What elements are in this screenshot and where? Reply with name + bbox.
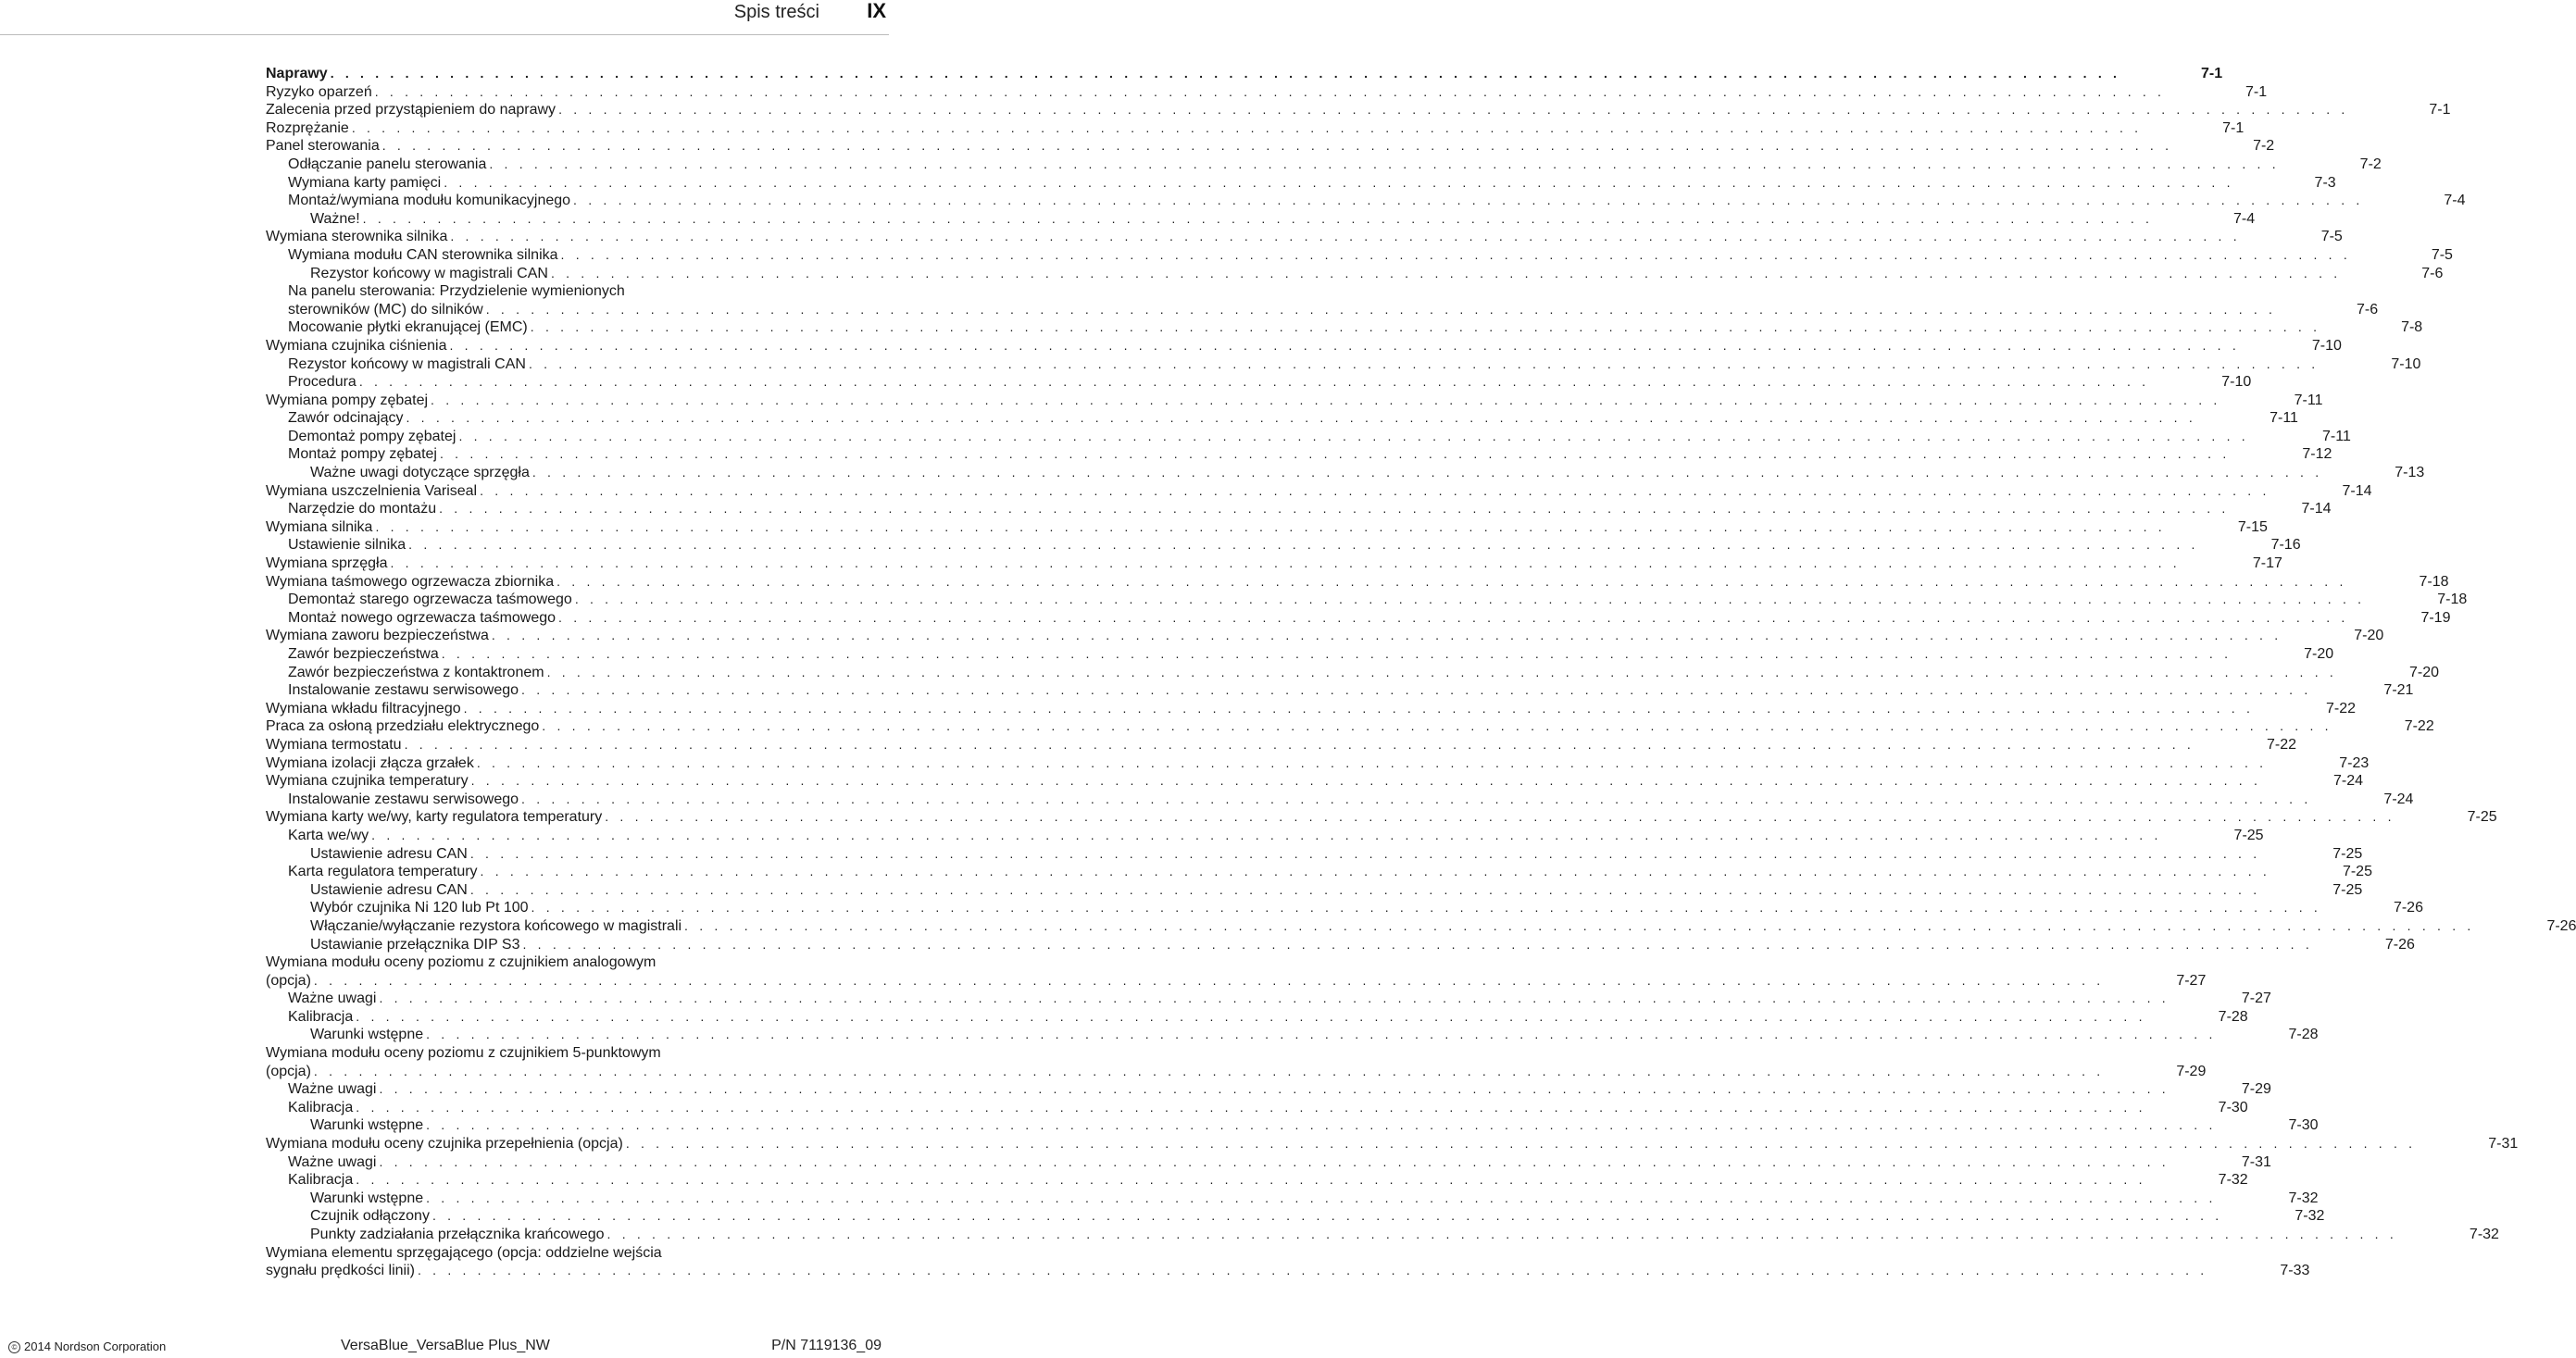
toc-entry-page: 7-32 xyxy=(2218,1172,2248,1189)
toc-entry-title: Montaż pompy zębatej xyxy=(288,446,437,463)
toc-entry-title: (opcja) xyxy=(266,972,311,989)
toc-entry[interactable] xyxy=(266,445,2332,464)
toc-entry[interactable] xyxy=(266,1153,2271,1172)
toc-entry-page: 7-4 xyxy=(2232,210,2256,227)
dot-leader: . . . . . . . . . . . . . . . . . . . . . . . . . . . . . . . . . . . . . . . . . . . . . . . . . . . . . . . . . . . . . . . . . . . . . . . . . . . . . . . . . . . . . . . . . . . . . . . . . . . . . . . . . . . . . . . . . . . . . . . . xyxy=(381,138,2173,154)
toc-entry-title: Wymiana pompy zębatej xyxy=(266,392,429,408)
table-of-contents xyxy=(266,65,2576,1280)
toc-entry-page: 7-22 xyxy=(2326,700,2357,716)
toc-entry-title: Procedura xyxy=(288,374,356,391)
dot-leader: . . . . . . . . . . . . . . . . . . . . . . . . . . . . . . . . . . . . . . . . . . . . . . . . . . . . . . . . . . . . . . . . . . . . . . . . . . . . . . . . . . . . . . . . . . . . . . . . . . . . . . . . . . . . . . . . . . . . . . . . xyxy=(313,1063,2105,1078)
toc-entry-page: 7-23 xyxy=(2339,754,2370,771)
toc-entry-title: Warunki wstępne xyxy=(310,1117,424,1134)
toc-entry[interactable] xyxy=(266,1190,2319,1208)
toc-entry[interactable] xyxy=(266,645,2334,664)
toc-entry-title: Warunki wstępne xyxy=(310,1027,424,1043)
toc-entry-page: 7-10 xyxy=(2221,374,2252,391)
toc-entry-title: sterowników (MC) do silników xyxy=(288,301,483,318)
toc-entry-title: Ważne uwagi xyxy=(288,990,377,1007)
toc-entry-page: 7-26 xyxy=(2393,900,2423,916)
toc-entry-title: Ważne! xyxy=(310,210,360,227)
toc-entry-title-line1: Wymiana modułu oceny poziomu z czujnikiem 5-punktowym xyxy=(266,1045,661,1062)
dot-leader: . . . . . . . . . . . . . . . . . . . . . . . . . . . . . . . . . . . . . . . . . . . . . . . . . . . . . . . . . . . . . . . . . . . . . . . . . . . . . . . . . . . . . . . . . . . . . . . . . . . . . . . . . . . . . . . . . . . . . . . . xyxy=(426,1027,2217,1042)
dot-leader: . . . . . . . . . . . . . . . . . . . . . . . . . . . . . . . . . . . . . . . . . . . . . . . . . . . . . . . . . . . . . . . . . . . . . . . . . . . . . . . . . . . . . . . . . . . . . . . . . . . . . . . . . . . . . . . . . . . . . . . . xyxy=(439,446,2231,462)
toc-entry-title: Wymiana uszczelnienia Variseal xyxy=(266,482,478,499)
toc-entry[interactable] xyxy=(266,627,2384,645)
toc-entry[interactable] xyxy=(266,681,2414,700)
toc-entry-title: Mocowanie płytki ekranującej (EMC) xyxy=(288,319,528,336)
toc-entry-title: Karta regulatora temperatury xyxy=(288,864,478,880)
dot-leader: . . . . . . . . . . . . . . . . . . . . . . . . . . . . . . . . . . . . . . . . . . . . . . . . . . . . . . . . . . . . . . . . . . . . . . . . . . . . . . . . . . . . . . . . . . . . . . . . . . . . . . . . . . . . . . . . . . . . . . . . xyxy=(542,718,2332,734)
toc-entry[interactable] xyxy=(266,1099,2248,1117)
toc-entry-page: 7-6 xyxy=(2421,265,2444,281)
toc-entry-title: Czujnik odłączony xyxy=(310,1208,430,1225)
toc-entry-title: Rezystor końcowy w magistrali CAN xyxy=(310,265,548,281)
toc-entry-page: 7-31 xyxy=(2488,1136,2519,1152)
toc-entry[interactable] xyxy=(266,192,2466,210)
dot-leader: . . . . . . . . . . . . . . . . . . . . . . . . . . . . . . . . . . . . . . . . . . . . . . . . . . . . . . . . . . . . . . . . . . . . . . . . . . . . . . . . . . . . . . . . . . . . . . . . . . . . . . . . . . . . . . . . . . . . . . . . xyxy=(546,664,2338,679)
dot-leader: . . . . . . . . . . . . . . . . . . . . . . . . . . . . . . . . . . . . . . . . . . . . . . . . . . . . . . . . . . . . . . . . . . . . . . . . . . . . . . . . . . . . . . . . . . . . . . . . . . . . . . . . . . . . . . . . . . . . . . . . xyxy=(463,700,2255,716)
dot-leader: . . . . . . . . . . . . . . . . . . . . . . . . . . . . . . . . . . . . . . . . . . . . . . . . . . . . . . . . . . . . . . . . . . . . . . . . . . . . . . . . . . . . . . . . . . . . . . . . . . . . . . . . . . . . . . . . . . . . . . . . xyxy=(379,990,2170,1006)
toc-entry[interactable] xyxy=(266,392,2323,410)
dot-leader: . . . . . . . . . . . . . . . . . . . . . . . . . . . . . . . . . . . . . . . . . . . . . . . . . . . . . . . . . . . . . . . . . . . . . . . . . . . . . . . . . . . . . . . . . . . . . . . . . . . . . . . . . . . . . . . . . . . . . . . . xyxy=(530,319,2321,335)
dot-leader: . . . . . . . . . . . . . . . . . . . . . . . . . . . . . . . . . . . . . . . . . . . . . . . . . . . . . . . . . . . . . . . . . . . . . . . . . . . . . . . . . . . . . . . . . . . . . . . . . . . . . . . . . . . . . . . . . . . . . . . . xyxy=(426,1190,2217,1205)
toc-entry-page: 7-29 xyxy=(2176,1063,2207,1079)
dot-leader: . . . . . . . . . . . . . . . . . . . . . . . . . . . . . . . . . . . . . . . . . . . . . . . . . . . . . . . . . . . . . . . . . . . . . . . . . . . . . . . . . . . . . . . . . . . . . . . . . . . . . . . . . . . . . . . . . . . . . . . . xyxy=(550,265,2342,280)
dot-leader: . . . . . . . . . . . . . . . . . . . . . . . . . . . . . . . . . . . . . . . . . . . . . . . . . . . . . . . . . . . . . . . . . . . . . . . . . . . . . . . . . . . . . . . . . . . . . . . . . . . . . . . . . . . . . . . . . . . . . . . . xyxy=(558,609,2349,625)
footer-part-number: P/N 7119136_09 xyxy=(771,1338,882,1353)
header-divider xyxy=(0,34,889,35)
toc-entry-title: Ważne uwagi xyxy=(288,1153,377,1170)
toc-entry-title: Odłączanie panelu sterowania xyxy=(288,156,487,172)
toc-entry-page: 7-30 xyxy=(2218,1099,2248,1115)
toc-entry[interactable] xyxy=(266,827,2264,845)
dot-leader: . . . . . . . . . . . . . . . . . . . . . . . . . . . . . . . . . . . . . . . . . . . . . . . . . . . . . . . . . . . . . . . . . . . . . . . . . . . . . . . . . . . . . . . . . . . . . . . . . . . . . . . . . . . . . . . . . . . . . . . . xyxy=(574,592,2366,607)
toc-entry[interactable] xyxy=(266,845,2363,864)
dot-leader: . . . . . . . . . . . . . . . . . . . . . . . . . . . . . . . . . . . . . . . . . . . . . . . . . . . . . . . . . . . . . . . . . . . . . . . . . . . . . . . . . . . . . . . . . . . . . . . . . . . . . . . . . . . . . . . . . . . . . . . . xyxy=(379,1081,2170,1097)
toc-entry-title: Ważne uwagi dotyczące sprzęgła xyxy=(310,465,530,481)
toc-entry[interactable] xyxy=(266,428,2351,446)
dot-leader: . . . . . . . . . . . . . . . . . . . . . . . . . . . . . . . . . . . . . . . . . . . . . . . . . . . . . . . . . . . . . . . . . . . . . . . . . . . . . . . . . . . . . . . . . . . . . . . . . . . . . . . . . . . . . . . . . . . . . . . . xyxy=(469,881,2261,897)
toc-entry-title: Rezystor końcowy w magistrali CAN xyxy=(288,355,526,372)
dot-leader: . . . . . . . . . . . . . . . . . . . . . . . . . . . . . . . . . . . . . . . . . . . . . . . . . . . . . . . . . . . . . . . . . . . . . . . . . . . . . . . . . . . . . . . . . . . . . . . . . . . . . . . . . . . . . . . . . . . . . . . . xyxy=(374,83,2166,99)
toc-entry-page: 7-22 xyxy=(2404,718,2434,735)
toc-entry-title: Wybór czujnika Ni 120 lub Pt 100 xyxy=(310,900,529,916)
toc-entry-page: 7-25 xyxy=(2332,881,2363,898)
dot-leader: . . . . . . . . . . . . . . . . . . . . . . . . . . . . . . . . . . . . . . . . . . . . . . . . . . . . . . . . . . . . . . . . . . . . . . . . . . . . . . . . . . . . . . . . . . . . . . . . . . . . . . . . . . . . . . . . . . . . . . . . xyxy=(605,809,2395,825)
dot-leader: . . . . . . . . . . . . . . . . . . . . . . . . . . . . . . . . . . . . . . . . . . . . . . . . . . . . . . . . . . . . . . . . . . . . . . . . . . . . . . . . . . . . . . . . . . . . . . . . . . . . . . . . . . . . . . . . . . . . . . . . xyxy=(426,1117,2217,1133)
dot-leader: . . . . . . . . . . . . . . . . . . . . . . . . . . . . . . . . . . . . . . . . . . . . . . . . . . . . . . . . . . . . . . . . . . . . . . . . . . . . . . . . . . . . . . . . . . . . . . . . . . . . . . . . . . . . . . . . . . . . . . . . xyxy=(330,66,2121,81)
dot-leader: . . . . . . . . . . . . . . . . . . . . . . . . . . . . . . . . . . . . . . . . . . . . . . . . . . . . . . . . . . . . . . . . . . . . . . . . . . . . . . . . . . . . . . . . . . . . . . . . . . . . . . . . . . . . . . . . . . . . . . . . xyxy=(431,392,2221,407)
footer-product: VersaBlue_VersaBlue Plus_NW xyxy=(341,1338,550,1353)
toc-entry[interactable] xyxy=(266,791,2414,809)
toc-entry-page: 7-20 xyxy=(2408,664,2440,680)
toc-entry[interactable] xyxy=(266,990,2271,1008)
dot-leader: . . . . . . . . . . . . . . . . . . . . . . . . . . . . . . . . . . . . . . . . . . . . . . . . . . . . . . . . . . . . . . . . . . . . . . . . . . . . . . . . . . . . . . . . . . . . . . . . . . . . . . . . . . . . . . . . . . . . . . . . xyxy=(625,1136,2417,1152)
dot-leader: . . . . . . . . . . . . . . . . . . . . . . . . . . . . . . . . . . . . . . . . . . . . . . . . . . . . . . . . . . . . . . . . . . . . . . . . . . . . . . . . . . . . . . . . . . . . . . . . . . . . . . . . . . . . . . . . . . . . . . . . xyxy=(390,555,2181,571)
toc-entry[interactable] xyxy=(266,355,2421,374)
toc-entry-title: Narzędzie do montażu xyxy=(288,501,437,517)
toc-entry-page: 7-32 xyxy=(2288,1190,2319,1206)
toc-entry-title: Kalibracja xyxy=(288,1099,354,1115)
dot-leader: . . . . . . . . . . . . . . . . . . . . . . . . . . . . . . . . . . . . . . . . . . . . . . . . . . . . . . . . . . . . . . . . . . . . . . . . . . . . . . . . . . . . . . . . . . . . . . . . . . . . . . . . . . . . . . . . . . . . . . . . xyxy=(313,972,2105,988)
toc-entry-page: 7-16 xyxy=(2270,537,2301,554)
toc-entry-title: Wymiana modułu CAN sterownika silnika xyxy=(288,246,558,263)
toc-entry[interactable] xyxy=(266,1116,2319,1135)
toc-entry-title: Montaż nowego ogrzewacza taśmowego xyxy=(288,609,556,626)
dot-leader: . . . . . . . . . . . . . . . . . . . . . . . . . . . . . . . . . . . . . . . . . . . . . . . . . . . . . . . . . . . . . . . . . . . . . . . . . . . . . . . . . . . . . . . . . . . . . . . . . . . . . . . . . . . . . . . . . . . . . . . . xyxy=(560,246,2351,262)
toc-entry[interactable] xyxy=(266,1207,2325,1226)
dot-leader: . . . . . . . . . . . . . . . . . . . . . . . . . . . . . . . . . . . . . . . . . . . . . . . . . . . . . . . . . . . . . . . . . . . . . . . . . . . . . . . . . . . . . . . . . . . . . . . . . . . . . . . . . . . . . . . . . . . . . . . . xyxy=(489,156,2280,171)
dot-leader: . . . . . . . . . . . . . . . . . . . . . . . . . . . . . . . . . . . . . . . . . . . . . . . . . . . . . . . . . . . . . . . . . . . . . . . . . . . . . . . . . . . . . . . . . . . . . . . . . . . . . . . . . . . . . . . . . . . . . . . . xyxy=(558,102,2349,118)
toc-entry[interactable] xyxy=(266,119,2245,138)
toc-entry[interactable] xyxy=(266,318,2423,337)
toc-entry-page: 7-17 xyxy=(2252,555,2282,572)
dot-leader: . . . . . . . . . . . . . . . . . . . . . . . . . . . . . . . . . . . . . . . . . . . . . . . . . . . . . . . . . . . . . . . . . . . . . . . . . . . . . . . . . . . . . . . . . . . . . . . . . . . . . . . . . . . . . . . . . . . . . . . . xyxy=(606,1227,2397,1241)
toc-entry[interactable] xyxy=(266,573,2449,592)
toc-entry-page: 7-1 xyxy=(2245,83,2268,100)
toc-entry-title: Wymiana modułu oceny czujnika przepełnienia (opcja) xyxy=(266,1136,623,1152)
toc-entry[interactable] xyxy=(266,101,2451,119)
toc-entry-title: Ustawienie adresu CAN xyxy=(310,845,468,862)
toc-entry[interactable] xyxy=(266,228,2343,246)
dot-leader: . . . . . . . . . . . . . . . . . . . . . . . . . . . . . . . . . . . . . . . . . . . . . . . . . . . . . . . . . . . . . . . . . . . . . . . . . . . . . . . . . . . . . . . . . . . . . . . . . . . . . . . . . . . . . . . . . . . . . . . . xyxy=(450,229,2241,244)
toc-entry-page: 7-25 xyxy=(2467,809,2497,826)
toc-entry-page: 7-15 xyxy=(2237,518,2268,535)
toc-entry[interactable] xyxy=(266,664,2440,682)
toc-entry-page: 7-25 xyxy=(2342,864,2372,880)
toc-entry-page: 7-5 xyxy=(2320,229,2343,245)
toc-entry-page: 7-2 xyxy=(2359,156,2382,172)
dot-leader: . . . . . . . . . . . . . . . . . . . . . . . . . . . . . . . . . . . . . . . . . . . . . . . . . . . . . . . . . . . . . . . . . . . . . . . . . . . . . . . . . . . . . . . . . . . . . . . . . . . . . . . . . . . . . . . . . . . . . . . . xyxy=(556,573,2347,589)
dot-leader: . . . . . . . . . . . . . . . . . . . . . . . . . . . . . . . . . . . . . . . . . . . . . . . . . . . . . . . . . . . . . . . . . . . . . . . . . . . . . . . . . . . . . . . . . . . . . . . . . . . . . . . . . . . . . . . . . . . . . . . . xyxy=(408,537,2199,553)
toc-entry-title: Warunki wstępne xyxy=(310,1190,424,1206)
dot-leader: . . . . . . . . . . . . . . . . . . . . . . . . . . . . . . . . . . . . . . . . . . . . . . . . . . . . . . . . . . . . . . . . . . . . . . . . . . . . . . . . . . . . . . . . . . . . . . . . . . . . . . . . . . . . . . . . . . . . . . . . xyxy=(521,791,2312,806)
toc-entry[interactable] xyxy=(266,1080,2271,1099)
toc-entry-page: 7-18 xyxy=(2419,573,2449,590)
toc-entry-title: Naprawy xyxy=(266,66,328,81)
dot-leader: . . . . . . . . . . . . . . . . . . . . . . . . . . . . . . . . . . . . . . . . . . . . . . . . . . . . . . . . . . . . . . . . . . . . . . . . . . . . . . . . . . . . . . . . . . . . . . . . . . . . . . . . . . . . . . . . . . . . . . . . xyxy=(356,1099,2146,1115)
dot-leader: . . . . . . . . . . . . . . . . . . . . . . . . . . . . . . . . . . . . . . . . . . . . . . . . . . . . . . . . . . . . . . . . . . . . . . . . . . . . . . . . . . . . . . . . . . . . . . . . . . . . . . . . . . . . . . . . . . . . . . . . xyxy=(356,1172,2146,1188)
dot-leader: . . . . . . . . . . . . . . . . . . . . . . . . . . . . . . . . . . . . . . . . . . . . . . . . . . . . . . . . . . . . . . . . . . . . . . . . . . . . . . . . . . . . . . . . . . . . . . . . . . . . . . . . . . . . . . . . . . . . . . . . xyxy=(485,301,2277,317)
toc-entry-page: 7-20 xyxy=(2354,628,2384,644)
toc-entry[interactable] xyxy=(266,609,2451,628)
toc-entry[interactable] xyxy=(266,700,2357,718)
toc-entry-title: Wymiana termostatu xyxy=(266,736,402,753)
toc-entry-page: 7-11 xyxy=(2294,392,2323,408)
dot-leader: . . . . . . . . . . . . . . . . . . . . . . . . . . . . . . . . . . . . . . . . . . . . . . . . . . . . . . . . . . . . . . . . . . . . . . . . . . . . . . . . . . . . . . . . . . . . . . . . . . . . . . . . . . . . . . . . . . . . . . . . xyxy=(406,410,2196,426)
toc-entry[interactable] xyxy=(266,210,2256,229)
toc-entry-page: 7-6 xyxy=(2357,301,2379,318)
toc-entry-page: 7-27 xyxy=(2176,972,2207,989)
toc-entry-title: Wymiana taśmowego ogrzewacza zbiornika xyxy=(266,573,555,590)
toc-entry-page: 7-28 xyxy=(2288,1027,2319,1043)
dot-leader: . . . . . . . . . . . . . . . . . . . . . . . . . . . . . . . . . . . . . . . . . . . . . . . . . . . . . . . . . . . . . . . . . . . . . . . . . . . . . . . . . . . . . . . . . . . . . . . . . . . . . . . . . . . . . . . . . . . . . . . . xyxy=(449,337,2240,353)
dot-leader: . . . . . . . . . . . . . . . . . . . . . . . . . . . . . . . . . . . . . . . . . . . . . . . . . . . . . . . . . . . . . . . . . . . . . . . . . . . . . . . . . . . . . . . . . . . . . . . . . . . . . . . . . . . . . . . . . . . . . . . . xyxy=(351,119,2143,135)
toc-entry[interactable] xyxy=(266,1171,2248,1190)
toc-entry-page: 7-10 xyxy=(2391,355,2421,372)
dot-leader: . . . . . . . . . . . . . . . . . . . . . . . . . . . . . . . . . . . . . . . . . . . . . . . . . . . . . . . . . . . . . . . . . . . . . . . . . . . . . . . . . . . . . . . . . . . . . . . . . . . . . . . . . . . . . . . . . . . . . . . . xyxy=(431,1208,2223,1224)
toc-entry-title: Zawór bezpieczeństwa xyxy=(288,646,439,662)
toc-entry-page: 7-25 xyxy=(2332,845,2363,862)
toc-entry-page: 7-1 xyxy=(2201,66,2223,81)
toc-entry-title: Instalowanie zestawu serwisowego xyxy=(288,791,519,807)
toc-entry-page: 7-24 xyxy=(2333,773,2364,790)
toc-entry-page: 7-11 xyxy=(2270,410,2298,427)
toc-entry[interactable] xyxy=(266,137,2275,156)
toc-entry[interactable] xyxy=(266,174,2336,193)
toc-entry-title: Wymiana silnika xyxy=(266,518,373,535)
toc-entry[interactable] xyxy=(266,1226,2499,1244)
dot-leader: . . . . . . . . . . . . . . . . . . . . . . . . . . . . . . . . . . . . . . . . . . . . . . . . . . . . . . . . . . . . . . . . . . . . . . . . . . . . . . . . . . . . . . . . . . . . . . . . . . . . . . . . . . . . . . . . . . . . . . . . xyxy=(362,210,2154,226)
dot-leader: . . . . . . . . . . . . . . . . . . . . . . . . . . . . . . . . . . . . . . . . . . . . . . . . . . . . . . . . . . . . . . . . . . . . . . . . . . . . . . . . . . . . . . . . . . . . . . . . . . . . . . . . . . . . . . . . . . . . . . . . xyxy=(441,646,2232,661)
toc-entry-page: 7-24 xyxy=(2383,791,2414,807)
dot-leader: . . . . . . . . . . . . . . . . . . . . . . . . . . . . . . . . . . . . . . . . . . . . . . . . . . . . . . . . . . . . . . . . . . . . . . . . . . . . . . . . . . . . . . . . . . . . . . . . . . . . . . . . . . . . . . . . . . . . . . . . xyxy=(531,465,2323,480)
toc-entry-title: Ryzyko oparzeń xyxy=(266,83,372,100)
toc-entry-page: 7-18 xyxy=(2437,592,2468,608)
toc-entry-title-line1: Wymiana elementu sprzęgającego (opcja: oddzielne wejścia xyxy=(266,1244,662,1261)
toc-entry-page: 7-22 xyxy=(2266,736,2297,753)
toc-entry-title: Zawór bezpieczeństwa z kontaktronem xyxy=(288,664,544,680)
toc-entry-page: 7-3 xyxy=(2314,174,2336,191)
toc-entry-title: sygnału prędkości linii) xyxy=(266,1263,415,1279)
toc-entry-page: 7-33 xyxy=(2280,1263,2310,1279)
dot-leader: . . . . . . . . . . . . . . . . . . . . . . . . . . . . . . . . . . . . . . . . . . . . . . . . . . . . . . . . . . . . . . . . . . . . . . . . . . . . . . . . . . . . . . . . . . . . . . . . . . . . . . . . . . . . . . . . . . . . . . . . xyxy=(358,374,2150,390)
page-number: IX xyxy=(867,0,886,22)
toc-entry-page: 7-14 xyxy=(2342,482,2372,499)
toc-entry-page: 7-19 xyxy=(2420,609,2451,626)
toc-entry[interactable] xyxy=(266,265,2444,283)
toc-entry-page: 7-29 xyxy=(2241,1081,2271,1098)
toc-entry-title: Ustawianie przełącznika DIP S3 xyxy=(310,936,520,953)
toc-entry-title: Wymiana sterownika silnika xyxy=(266,229,448,245)
toc-entry[interactable] xyxy=(266,736,2297,754)
toc-entry-page: 7-25 xyxy=(2233,827,2264,843)
dot-leader: . . . . . . . . . . . . . . . . . . . . . . . . . . . . . . . . . . . . . . . . . . . . . . . . . . . . . . . . . . . . . . . . . . . . . . . . . . . . . . . . . . . . . . . . . . . . . . . . . . . . . . . . . . . . . . . . . . . . . . . . xyxy=(404,736,2195,752)
toc-entry-title: (opcja) xyxy=(266,1063,311,1079)
toc-entry-page: 7-11 xyxy=(2322,428,2351,444)
toc-entry[interactable] xyxy=(266,1008,2248,1027)
toc-entry[interactable] xyxy=(266,464,2425,482)
dot-leader: . . . . . . . . . . . . . . . . . . . . . . . . . . . . . . . . . . . . . . . . . . . . . . . . . . . . . . . . . . . . . . . . . . . . . . . . . . . . . . . . . . . . . . . . . . . . . . . . . . . . . . . . . . . . . . . . . . . . . . . . xyxy=(439,501,2230,517)
toc-entry[interactable] xyxy=(266,953,2207,990)
dot-leader: . . . . . . . . . . . . . . . . . . . . . . . . . . . . . . . . . . . . . . . . . . . . . . . . . . . . . . . . . . . . . . . . . . . . . . . . . . . . . . . . . . . . . . . . . . . . . . . . . . . . . . . . . . . . . . . . . . . . . . . . xyxy=(375,518,2166,534)
toc-entry-page: 7-2 xyxy=(2253,138,2275,155)
toc-entry-title: Włączanie/wyłączanie rezystora końcowego w magistrali xyxy=(310,917,682,934)
dot-leader: . . . . . . . . . . . . . . . . . . . . . . . . . . . . . . . . . . . . . . . . . . . . . . . . . . . . . . . . . . . . . . . . . . . . . . . . . . . . . . . . . . . . . . . . . . . . . . . . . . . . . . . . . . . . . . . . . . . . . . . . xyxy=(379,1153,2170,1169)
toc-entry-title: Kalibracja xyxy=(288,1172,354,1189)
toc-entry-page: 7-8 xyxy=(2401,319,2423,336)
toc-entry-page: 7-32 xyxy=(2469,1227,2499,1242)
toc-entry-page: 7-21 xyxy=(2383,682,2414,699)
toc-entry[interactable] xyxy=(266,282,2379,318)
toc-entry-page: 7-10 xyxy=(2311,337,2342,354)
dot-leader: . . . . . . . . . . . . . . . . . . . . . . . . . . . . . . . . . . . . . . . . . . . . . . . . . . . . . . . . . . . . . . . . . . . . . . . . . . . . . . . . . . . . . . . . . . . . . . . . . . . . . . . . . . . . . . . . . . . . . . . . xyxy=(458,428,2249,443)
dot-leader: . . . . . . . . . . . . . . . . . . . . . . . . . . . . . . . . . . . . . . . . . . . . . . . . . . . . . . . . . . . . . . . . . . . . . . . . . . . . . . . . . . . . . . . . . . . . . . . . . . . . . . . . . . . . . . . . . . . . . . . . xyxy=(480,864,2270,879)
toc-entry[interactable] xyxy=(266,536,2301,554)
toc-entry-page: 7-32 xyxy=(2295,1208,2325,1225)
toc-entry[interactable] xyxy=(266,863,2372,881)
toc-entry[interactable] xyxy=(266,754,2370,773)
toc-entry-page: 7-26 xyxy=(2384,936,2415,953)
toc-entry-title: Wymiana wkładu filtracyjnego xyxy=(266,700,461,716)
dot-leader: . . . . . . . . . . . . . . . . . . . . . . . . . . . . . . . . . . . . . . . . . . . . . . . . . . . . . . . . . . . . . . . . . . . . . . . . . . . . . . . . . . . . . . . . . . . . . . . . . . . . . . . . . . . . . . . . . . . . . . . . xyxy=(417,1263,2208,1278)
dot-leader: . . . . . . . . . . . . . . . . . . . . . . . . . . . . . . . . . . . . . . . . . . . . . . . . . . . . . . . . . . . . . . . . . . . . . . . . . . . . . . . . . . . . . . . . . . . . . . . . . . . . . . . . . . . . . . . . . . . . . . . . xyxy=(470,773,2262,789)
toc-entry[interactable] xyxy=(266,1044,2207,1080)
toc-entry[interactable] xyxy=(266,83,2268,102)
toc-entry[interactable] xyxy=(266,409,2298,428)
footer-copyright xyxy=(8,1339,166,1353)
toc-entry[interactable] xyxy=(266,482,2372,501)
dot-leader: . . . . . . . . . . . . . . . . . . . . . . . . . . . . . . . . . . . . . . . . . . . . . . . . . . . . . . . . . . . . . . . . . . . . . . . . . . . . . . . . . . . . . . . . . . . . . . . . . . . . . . . . . . . . . . . . . . . . . . . . xyxy=(531,900,2321,916)
dot-leader: . . . . . . . . . . . . . . . . . . . . . . . . . . . . . . . . . . . . . . . . . . . . . . . . . . . . . . . . . . . . . . . . . . . . . . . . . . . . . . . . . . . . . . . . . . . . . . . . . . . . . . . . . . . . . . . . . . . . . . . . xyxy=(528,355,2320,371)
toc-entry-title: Ważne uwagi xyxy=(288,1081,377,1098)
toc-entry[interactable] xyxy=(266,717,2434,736)
toc-entry-title: Ustawienie adresu CAN xyxy=(310,881,468,898)
toc-entry-title: Montaż/wymiana modułu komunikacyjnego xyxy=(288,193,571,209)
toc-entry-page: 7-26 xyxy=(2546,917,2576,934)
toc-entry[interactable] xyxy=(266,518,2268,537)
toc-entry-title: Punkty zadziałania przełącznika krańcowego xyxy=(310,1227,605,1242)
toc-entry-title: Ustawienie silnika xyxy=(288,537,406,554)
dot-leader: . . . . . . . . . . . . . . . . . . . . . . . . . . . . . . . . . . . . . . . . . . . . . . . . . . . . . . . . . . . . . . . . . . . . . . . . . . . . . . . . . . . . . . . . . . . . . . . . . . . . . . . . . . . . . . . . . . . . . . . . xyxy=(356,1008,2146,1024)
toc-entry-title-line1: Wymiana modułu oceny poziomu z czujnikiem analogowym xyxy=(266,954,657,971)
dot-leader: . . . . . . . . . . . . . . . . . . . . . . . . . . . . . . . . . . . . . . . . . . . . . . . . . . . . . . . . . . . . . . . . . . . . . . . . . . . . . . . . . . . . . . . . . . . . . . . . . . . . . . . . . . . . . . . . . . . . . . . . xyxy=(521,682,2312,698)
toc-entry[interactable] xyxy=(266,881,2363,900)
dot-leader: . . . . . . . . . . . . . . . . . . . . . . . . . . . . . . . . . . . . . . . . . . . . . . . . . . . . . . . . . . . . . . . . . . . . . . . . . . . . . . . . . . . . . . . . . . . . . . . . . . . . . . . . . . . . . . . . . . . . . . . . xyxy=(480,482,2270,498)
dot-leader: . . . . . . . . . . . . . . . . . . . . . . . . . . . . . . . . . . . . . . . . . . . . . . . . . . . . . . . . . . . . . . . . . . . . . . . . . . . . . . . . . . . . . . . . . . . . . . . . . . . . . . . . . . . . . . . . . . . . . . . . xyxy=(371,827,2162,842)
toc-entry[interactable] xyxy=(266,554,2282,573)
toc-entry-title: Zalecenia przed przystąpieniem do naprawy xyxy=(266,102,556,118)
toc-entry-title: Karta we/wy xyxy=(288,827,369,843)
toc-entry[interactable] xyxy=(266,591,2468,609)
toc-entry-page: 7-20 xyxy=(2304,646,2334,662)
dot-leader: . . . . . . . . . . . . . . . . . . . . . . . . . . . . . . . . . . . . . . . . . . . . . . . . . . . . . . . . . . . . . . . . . . . . . . . . . . . . . . . . . . . . . . . . . . . . . . . . . . . . . . . . . . . . . . . . . . . . . . . . xyxy=(444,174,2234,190)
toc-entry-page: 7-4 xyxy=(2444,193,2466,209)
dot-leader: . . . . . . . . . . . . . . . . . . . . . . . . . . . . . . . . . . . . . . . . . . . . . . . . . . . . . . . . . . . . . . . . . . . . . . . . . . . . . . . . . . . . . . . . . . . . . . . . . . . . . . . . . . . . . . . . . . . . . . . . xyxy=(491,628,2282,643)
toc-entry-title: Wymiana czujnika temperatury xyxy=(266,773,469,790)
toc-entry-page: 7-28 xyxy=(2218,1008,2248,1025)
toc-entry[interactable] xyxy=(266,1135,2519,1153)
toc-entry[interactable] xyxy=(266,808,2497,827)
copyright-text: 2014 Nordson Corporation xyxy=(24,1339,167,1353)
toc-entry-title: Wymiana karty pamięci xyxy=(288,174,442,191)
toc-entry-page: 7-5 xyxy=(2431,246,2453,263)
toc-entry-title: Kalibracja xyxy=(288,1008,354,1025)
toc-entry[interactable] xyxy=(266,1026,2319,1044)
toc-entry-title: Demontaż starego ogrzewacza taśmowego xyxy=(288,592,572,608)
toc-entry[interactable] xyxy=(266,246,2453,265)
section-label: Spis treści xyxy=(733,2,819,22)
toc-entry-page: 7-13 xyxy=(2395,465,2425,481)
toc-entry-title: Zawór odcinający xyxy=(288,410,404,427)
toc-entry[interactable] xyxy=(266,373,2252,392)
toc-entry-page: 7-12 xyxy=(2302,446,2332,463)
toc-entry-title: Instalowanie zestawu serwisowego xyxy=(288,682,519,699)
toc-entry[interactable] xyxy=(266,772,2364,791)
toc-entry[interactable] xyxy=(266,500,2332,518)
toc-entry[interactable] xyxy=(266,337,2342,355)
copyright-icon: © xyxy=(8,1341,20,1353)
toc-entry-page: 7-31 xyxy=(2241,1153,2271,1170)
toc-entry-title: Panel sterowania xyxy=(266,138,380,155)
toc-entry-title: Praca za osłoną przedziału elektrycznego xyxy=(266,718,540,735)
dot-leader: . . . . . . . . . . . . . . . . . . . . . . . . . . . . . . . . . . . . . . . . . . . . . . . . . . . . . . . . . . . . . . . . . . . . . . . . . . . . . . . . . . . . . . . . . . . . . . . . . . . . . . . . . . . . . . . . . . . . . . . . xyxy=(684,917,2475,933)
toc-entry-title: Wymiana izolacji złącza grzałek xyxy=(266,754,474,771)
page-footer xyxy=(0,1338,889,1358)
toc-entry-title-line1: Na panelu sterowania: Przydzielenie wymienionych xyxy=(288,283,625,300)
toc-entry-page: 7-14 xyxy=(2301,501,2332,517)
toc-entry-page: 7-30 xyxy=(2288,1117,2319,1134)
toc-entry-page: 7-27 xyxy=(2241,990,2271,1007)
toc-entry-page: 7-1 xyxy=(2222,119,2245,136)
toc-entry[interactable] xyxy=(266,936,2415,954)
toc-entry[interactable] xyxy=(266,156,2382,174)
toc-entry-title: Wymiana czujnika ciśnienia xyxy=(266,337,447,354)
dot-leader: . . . . . . . . . . . . . . . . . . . . . . . . . . . . . . . . . . . . . . . . . . . . . . . . . . . . . . . . . . . . . . . . . . . . . . . . . . . . . . . . . . . . . . . . . . . . . . . . . . . . . . . . . . . . . . . . . . . . . . . . xyxy=(476,754,2268,770)
dot-leader: . . . . . . . . . . . . . . . . . . . . . . . . . . . . . . . . . . . . . . . . . . . . . . . . . . . . . . . . . . . . . . . . . . . . . . . . . . . . . . . . . . . . . . . . . . . . . . . . . . . . . . . . . . . . . . . . . . . . . . . . xyxy=(573,193,2364,208)
dot-leader: . . . . . . . . . . . . . . . . . . . . . . . . . . . . . . . . . . . . . . . . . . . . . . . . . . . . . . . . . . . . . . . . . . . . . . . . . . . . . . . . . . . . . . . . . . . . . . . . . . . . . . . . . . . . . . . . . . . . . . . . xyxy=(522,936,2313,952)
toc-entry-title: Rozprężanie xyxy=(266,119,349,136)
toc-entry-title: Wymiana zaworu bezpieczeństwa xyxy=(266,628,489,644)
toc-entry[interactable] xyxy=(266,899,2423,917)
toc-entry-title: Wymiana karty we/wy, karty regulatora temperatury xyxy=(266,809,603,826)
toc-entry[interactable] xyxy=(266,65,2223,83)
dot-leader: . . . . . . . . . . . . . . . . . . . . . . . . . . . . . . . . . . . . . . . . . . . . . . . . . . . . . . . . . . . . . . . . . . . . . . . . . . . . . . . . . . . . . . . . . . . . . . . . . . . . . . . . . . . . . . . . . . . . . . . . xyxy=(469,845,2261,861)
toc-entry-title: Wymiana sprzęgła xyxy=(266,555,388,572)
toc-entry[interactable] xyxy=(266,917,2576,936)
toc-entry[interactable] xyxy=(266,1244,2310,1280)
toc-entry-title: Demontaż pompy zębatej xyxy=(288,428,456,444)
toc-entry-page: 7-1 xyxy=(2429,102,2451,118)
